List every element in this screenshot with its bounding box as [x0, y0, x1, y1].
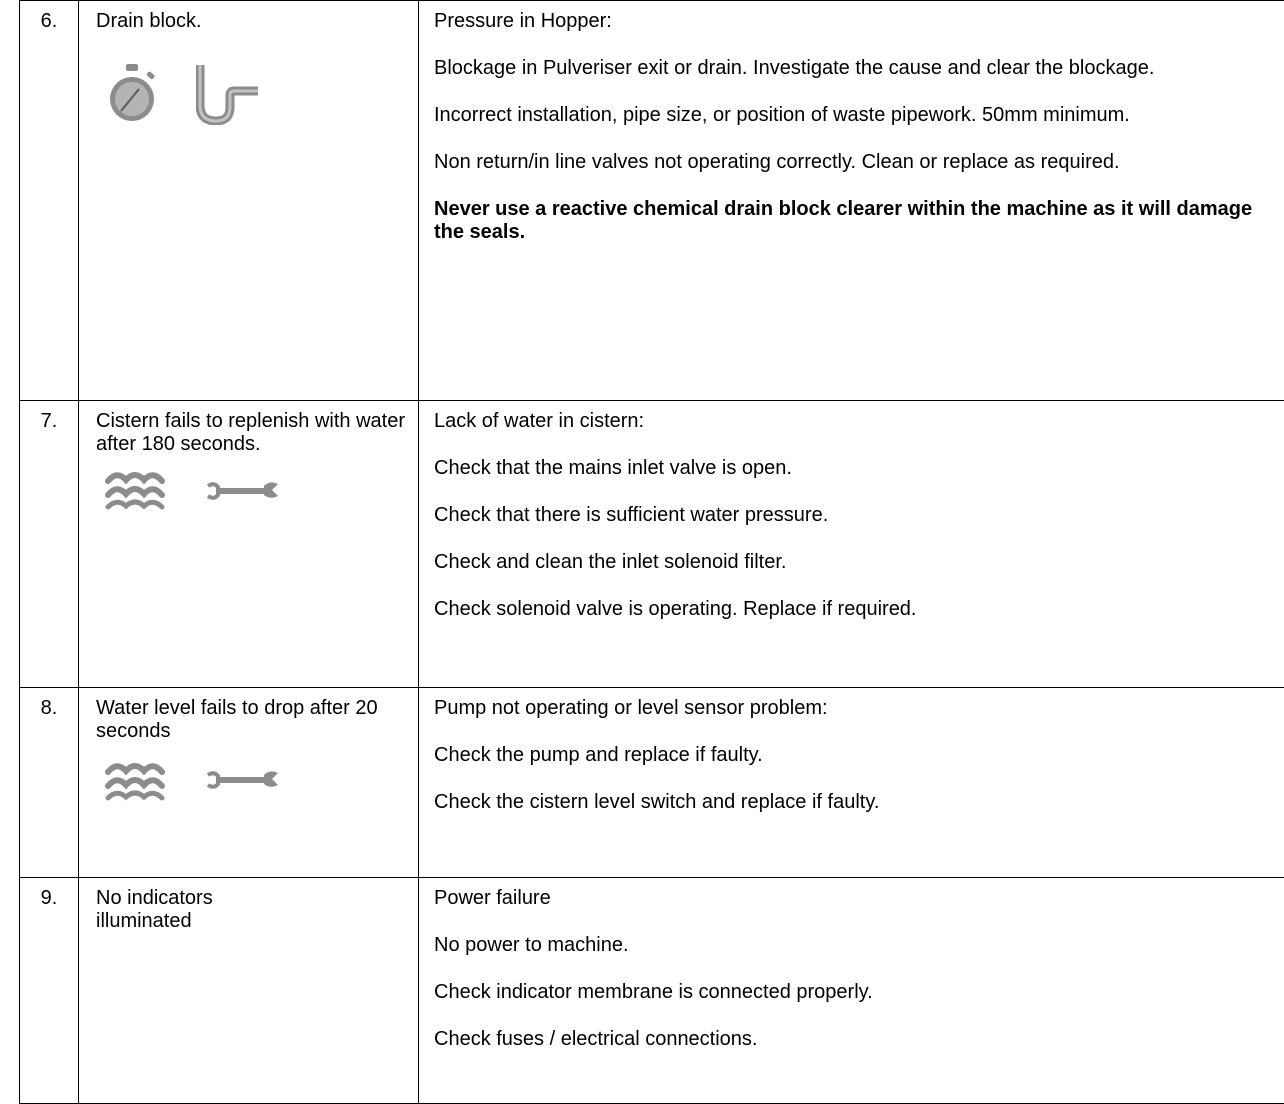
remedy-text: Check and clean the inlet solenoid filter. — [434, 551, 787, 573]
remedy-text: Blockage in Pulveriser exit or drain. Investigate the cause and clear the blockage. — [434, 57, 1155, 79]
cause-heading: Lack of water in cistern: — [434, 410, 645, 432]
remedy-text: Non return/in line valves not operating correctly. Clean or replace as required. — [434, 151, 1120, 173]
symptom-text: Water level fails to drop after 20 seconds — [96, 697, 378, 742]
remedy-cell — [419, 878, 1284, 1104]
table-row — [20, 878, 1284, 1104]
remedy-cell — [419, 401, 1284, 688]
symptom-cell — [79, 1, 419, 401]
row-number: 8. — [20, 688, 79, 878]
row-number: 9. — [20, 878, 79, 1104]
cause-heading: Pump not operating or level sensor problem: — [434, 697, 828, 719]
remedy-text: Check that the mains inlet valve is open. — [434, 457, 792, 479]
symptom-text: No indicators illuminated — [96, 887, 213, 932]
remedy-cell — [419, 688, 1284, 878]
row-number: 7. — [20, 401, 79, 688]
wrench-icon — [206, 767, 280, 791]
remedy-cell — [419, 1, 1284, 401]
remedy-text: Check that there is sufficient water pressure. — [434, 504, 829, 526]
icon-group — [104, 757, 418, 801]
symptom-cell — [79, 878, 419, 1104]
remedy-text: Check indicator membrane is connected properly. — [434, 981, 873, 1003]
symptom-cell — [79, 688, 419, 878]
remedy-text: Check the pump and replace if faulty. — [434, 744, 763, 766]
cause-heading: Power failure — [434, 887, 551, 909]
remedy-text: Check solenoid valve is operating. Replace if required. — [434, 598, 917, 620]
warning-text: Never use a reactive chemical drain block clearer within the machine as it will damage the seals. — [434, 198, 1253, 243]
troubleshooting-table — [19, 0, 1284, 1104]
symptom-cell — [79, 401, 419, 688]
table-row — [20, 1, 1284, 401]
icon-group — [104, 466, 418, 510]
water-waves-icon — [104, 466, 166, 510]
symptom-text: Cistern fails to replenish with water after 180 seconds. — [96, 410, 406, 455]
cause-heading: Pressure in Hopper: — [434, 10, 612, 32]
symptom-text: Drain block. — [96, 10, 202, 32]
row-number: 6. — [20, 1, 79, 401]
table-row — [20, 688, 1284, 878]
water-waves-icon — [104, 757, 166, 801]
remedy-text: Incorrect installation, pipe size, or position of waste pipework. 50mm minimum. — [434, 104, 1130, 126]
remedy-text: No power to machine. — [434, 934, 629, 956]
drain-pipe-icon — [196, 63, 260, 125]
remedy-text: Check the cistern level switch and replace if faulty. — [434, 791, 880, 813]
remedy-text: Check fuses / electrical connections. — [434, 1028, 758, 1050]
icon-group — [106, 61, 418, 125]
table-row — [20, 401, 1284, 688]
wrench-icon — [206, 478, 280, 502]
stopwatch-icon — [106, 61, 158, 125]
